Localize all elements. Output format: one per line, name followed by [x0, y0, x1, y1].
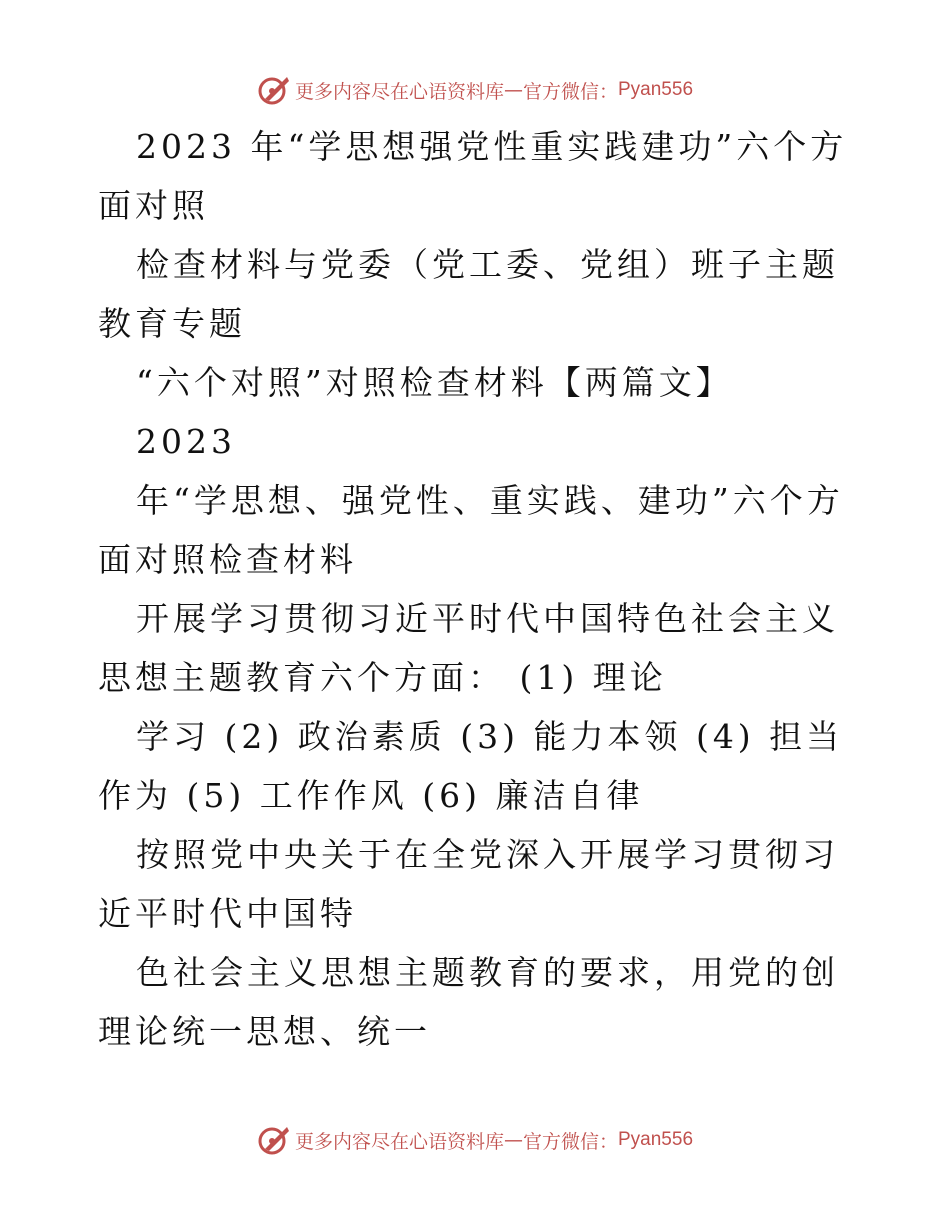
watermark-wechat-id: Pyan556	[618, 79, 694, 100]
footer-watermark	[0, 1120, 950, 1160]
quill-logo-icon	[257, 73, 291, 107]
watermark-wechat-label: 官方微信：	[522, 1130, 618, 1153]
paragraph-7: 学习 (2) 政治素质 (3) 能力本领 (4) 担当作为 (5) 工作作风 (6) 廉洁自律	[98, 717, 844, 815]
paragraph-4: 2023	[136, 422, 236, 461]
quill-logo-icon	[257, 1123, 291, 1157]
paragraph-3: “六个对照”对照检查材料【两篇文】	[136, 363, 733, 402]
paragraph-1: 2023 年“学思想强党性重实践建功”六个方面对照	[98, 127, 848, 225]
watermark-wechat-label: 官方微信：	[522, 80, 618, 103]
paragraph-2: 检查材料与党委（党工委、党组）班子主题教育专题	[98, 245, 839, 343]
watermark-wechat-id: Pyan556	[618, 1129, 694, 1150]
paragraph-8: 按照党中央关于在全党深入开展学习贯彻习近平时代中国特	[98, 835, 839, 933]
watermark-separator: —	[503, 79, 523, 101]
paragraph-5: 年“学思想、强党性、重实践、建功”六个方面对照检查材料	[98, 481, 844, 579]
watermark-text: 更多内容尽在心语资料库	[294, 80, 504, 103]
document-body	[98, 117, 850, 1061]
watermark-separator: —	[503, 1129, 523, 1151]
paragraph-9: 色社会主义思想主题教育的要求，用党的创理论统一思想、统一	[98, 953, 839, 1051]
watermark-text: 更多内容尽在心语资料库	[294, 1130, 504, 1153]
header-watermark	[0, 70, 950, 110]
paragraph-6: 开展学习贯彻习近平时代中国特色社会主义思想主题教育六个方面： (1) 理论	[98, 599, 839, 697]
